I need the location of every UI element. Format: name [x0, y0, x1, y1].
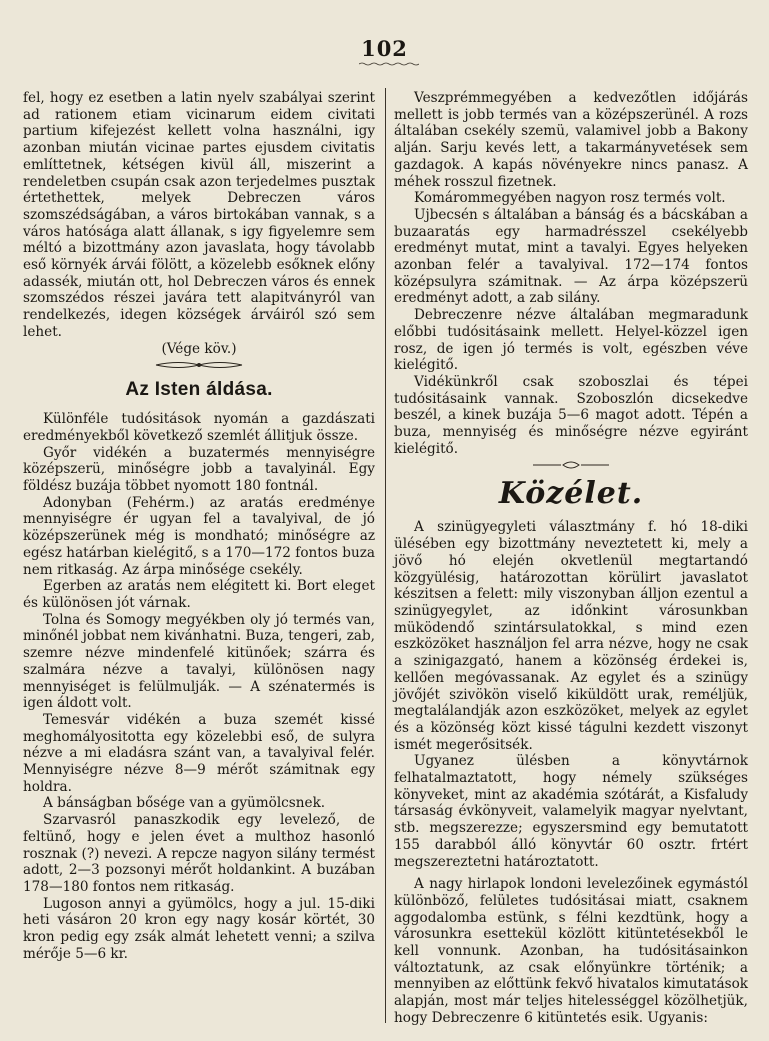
section-title-kozelet: Közélet. — [498, 476, 644, 512]
article-paragraph: Ugyanez ülésben a könyvtárnok felhatalmaztatott, hogy némely szükséges könyveket, mint az akadémia szótárát, a Kisfaludy társaság évkönyveit, valamelyik magyar nyelvtant, stb. megszerezze; egyszersmind egy bemutatott 155 darabból álló könyvtár 60 osztr. frtért megszereztetni határoztatott. — [394, 753, 748, 870]
article-paragraph: A nagy hirlapok londoni levelezőinek egymástól különböző, felületes tudósitásai miatt, csaknem aggodalomba estünk, s félni kezdtünk, hogy a városunkra esettekül közlött kitüntetésekből le kell vonnunk. Azonban, ha tudósitásainkon változtatunk, az csak előnyünkre történik; a mennyiben az előttünk fekvő hivatalos kimutatások alapján, most már teljes hitelességgel közölhetjük, hogy Debreczenre 6 kitüntetés esik. Ugyanis: — [394, 876, 748, 1026]
page-number: 102 — [361, 36, 408, 61]
right-column — [394, 90, 748, 1027]
section-ornament — [531, 459, 611, 471]
article-paragraph: A bánságban bősége van a gyümölcsnek. — [43, 795, 326, 812]
article-paragraph: Adonyban (Fehérm.) az aratás eredménye mennyiségre ér ugyan fel a tavalyival, de jó középszerünek még is mondható; minőségre az egész határban kielégitő, s a 170—172 fontos buza nem ritkaság. Az árpa minősége csekély. — [23, 494, 375, 578]
article-paragraph: Győr vidékén a buzatermés mennyiségre középszerü, minőségre jobb a tavalyinál. Egy földész buzája többet nyomott 180 fontnál. — [23, 444, 375, 495]
article-paragraph: Különféle tudósitások nyomán a gazdászati eredményekből következő szemlét állitjuk össze. — [23, 411, 375, 444]
column-divider — [385, 88, 386, 1023]
page-number-ornament — [359, 62, 419, 66]
article-paragraph: Ujbecsén s általában a bánság és a bácskában a buzaaratás egy harmadrésszel csekélyebb eredményt mutat, mint a tavalyi. Egyes helyeken azonban felér a tavalyival. 172—174 fontos középsulyra számitnak. — Az árpa középszerü eredményt adott, a zab silány. — [394, 206, 748, 307]
article-paragraph: A szinügyegyleti választmány f. hó 18-diki ülésében egy bizottmány neveztetett ki, mely a jövő hó elején okvetlenül megtartandó közgyülésig, határozottan körülirt javaslatot készitsen a felett: mily viszonyban álljon ezentul a szinügyegylet, az időnkint városunkban müködendő szintársulatokkal, s mind ezen eszközöket használjon fel arra nézve, hogy ne csak a szinigazgató, hanem a közönség érdekei is, kellően megóvassanak. Az egylet és a szinügy jövőjét szivökön viselő kiküldött urak, reméljük, megtalálandják azon eszközöket, melyek az egylet és a közönség közt kissé tágulni kezdett viszonyt ismét megerősitsék. — [394, 519, 748, 753]
section-title-isten-aldasa: Az Isten áldása. — [125, 379, 273, 401]
article-paragraph: Szarvasról panaszkodik egy levelező, de feltünő, hogy e jelen évet a multhoz hasonló rosznak (?) nevezi. A repcze nagyon silány termést adott, 2—3 pozsonyi mérőt holdankint. A buzában 178—180 fontos nem ritkaság. — [23, 812, 375, 895]
left-column — [23, 90, 375, 962]
article-paragraph: Veszprémmegyében a kedvezőtlen időjárás mellett is jobb termés van a középszerünél. A rozs általában csekély szemü, valamivel jobb a Bakony alján. Sarju kevés lett, a takarmányvetések sem gazdagok. A kapás növényekre nincs panasz. A méhek rosszul fizetnek. — [394, 90, 748, 190]
article-paragraph: Egerben az aratás nem elégitett ki. Bort eleget és különösen jót várnak. — [23, 578, 375, 611]
article-paragraph: Debreczenre nézve általában megmaradunk előbbi tudósitásaink mellett. Helyel-közzel igen rosz, de igen jó termés is volt, egészben véve kielégitő. — [394, 307, 748, 374]
section-ornament — [154, 359, 244, 371]
continued-note: (Vége köv.) — [161, 340, 237, 357]
article-paragraph: Komárommegyében nagyon rosz termés volt. — [414, 190, 726, 207]
article-paragraph: Vidékünkről csak szoboszlai és tépei tudósitásaink vannak. Szoboszlón dicsekedve beszél, a kinek buzája 5—6 magot adott. Tépén a buza, mennyiség és minőségre nézve egyiránt kielégitő. — [394, 373, 748, 457]
intro-paragraph: fel, hogy ez esetben a latin nyelv szabályai szerint ad rationem etiam vicinarum eidem civitati partium kifejezést kellett volna használni, igy azonban miután vicinae partes ejusdem civitatis említtetnek, kétségen kivül áll, miszerint a rendeletben csupán csak azon terjedelmes pusztak értethettek, melyek Debreczen város szomszédságában, a város birtokában vannak, s a város hatósága alatt állanak, s igy figyelemre sem méltó a bizottmány azon javaslata, hogy távolabb eső környék árvái fölött, a közelebb esőknek előny adassék, miután ott, hol Debreczen város és ennek szomszédos részei javára tett alapitványról van rendelkezés, idegen községek árváiról szó sem lehet. — [23, 90, 375, 340]
article-paragraph: Tolna és Somogy megyékben oly jó termés van, minőnél jobbat nem kivánhatni. Buza, tengeri, zab, szemre nézve mindenfelé kitünőek; szárra és szalmára nézve a tavalyi, különösen nagy mennyiséget is felülmulják. — A szénatermés is igen áldott volt. — [23, 611, 375, 712]
article-paragraph: Lugoson annyi a gyümölcs, hogy a jul. 15-diki heti vásáron 20 kron egy nagy kosár körtét, 30 kron pedig egy zsák almát lehetett venni; a szilva mérője 5—6 kr. — [23, 895, 375, 962]
article-paragraph: Temesvár vidékén a buza szemét kissé meghomályositotta egy közelebbi eső, de sulyra nézve a mi eladásra szánt van, a tavalyival felér. Mennyiségre nézve 8—9 mérőt számitnak egy holdra. — [23, 711, 375, 795]
